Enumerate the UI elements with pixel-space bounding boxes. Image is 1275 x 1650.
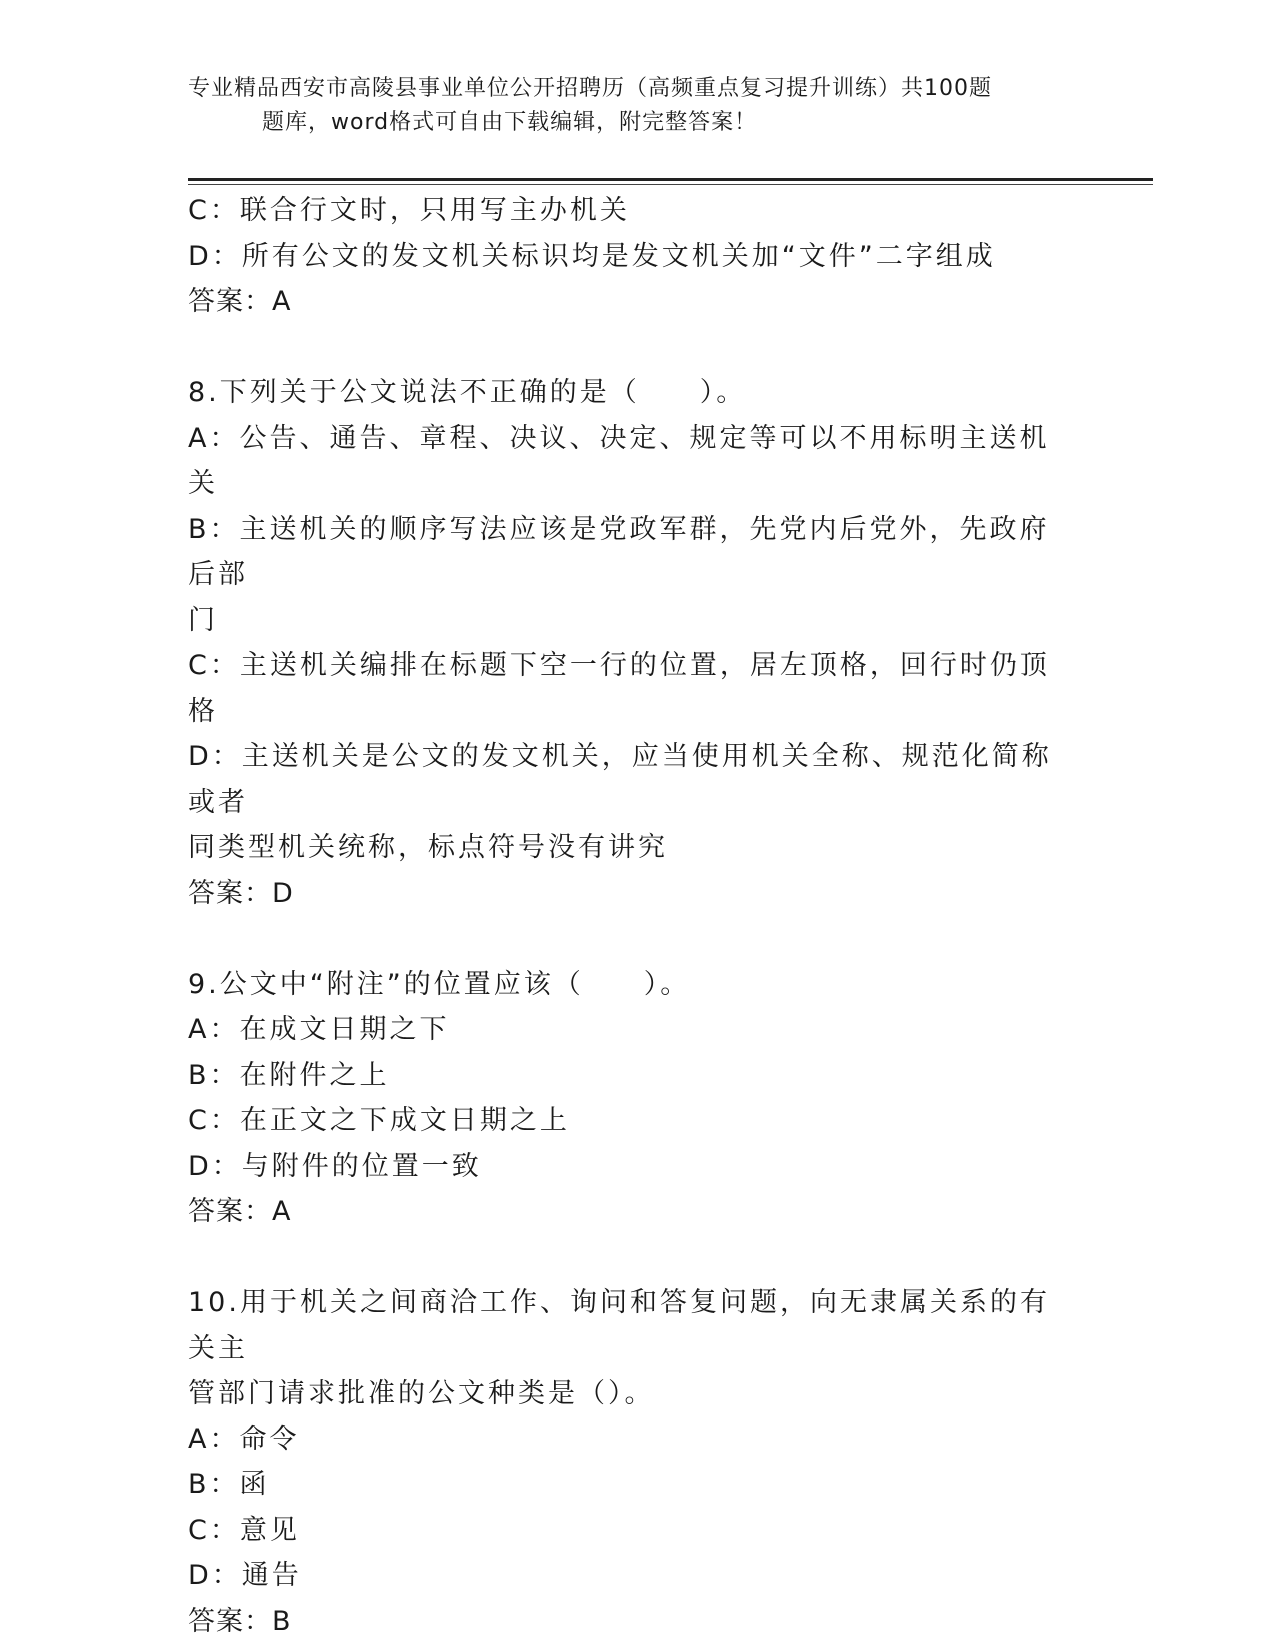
option-line: A：命令 [188,1423,300,1455]
option-line: 门 [188,604,218,636]
answer-line: 答案：D [188,877,294,909]
option-line: B：主送机关的顺序写法应该是党政军群，先党内后党外，先政府后部 [188,513,1050,590]
option-line: B：在附件之上 [188,1059,390,1091]
question-stem: 10.用于机关之间商洽工作、询问和答复问题，向无隶属关系的有关主 [188,1287,1050,1364]
option-line: D：与附件的位置一致 [188,1150,482,1182]
option-line: C：主送机关编排在标题下空一行的位置，居左顶格，回行时仍顶格 [188,650,1050,727]
option-line: D：所有公文的发文机关标识均是发文机关加“文件”二字组成 [188,240,996,272]
option-line: C：在正文之下成文日期之上 [188,1105,570,1136]
option-line: D：通告 [188,1560,302,1591]
option-line: C：意见 [188,1514,300,1546]
option-line: B：函 [188,1469,270,1500]
document-header [188,72,1068,140]
question-stem: 管部门请求批准的公文种类是（）。 [188,1378,655,1409]
option-line: A：公告、通告、章程、决议、决定、规定等可以不用标明主送机关 [188,422,1050,499]
option-line: 同类型机关统称，标点符号没有讲究 [188,832,668,863]
option-line: A：在成文日期之下 [188,1014,450,1045]
answer-line: 答案：A [188,1196,292,1227]
header-line-2: 题库，word格式可自由下载编辑，附完整答案！ [262,110,758,135]
question-stem: 9.公文中“附注”的位置应该（ ）。 [188,968,691,1000]
question-stem: 8.下列关于公文说法不正确的是（ ）。 [188,377,747,408]
document-body [188,188,1078,1644]
header-rule-thin [188,184,1153,185]
spacer [188,916,1078,962]
answer-line: 答案：A [188,286,292,317]
option-line: C：联合行文时，只用写主办机关 [188,195,630,226]
header-rule-thick [188,178,1153,181]
answer-line: 答案：B [188,1605,292,1637]
header-line-1: 专业精品西安市高陵县事业单位公开招聘历（高频重点复习提升训练）共100题 [188,76,992,101]
spacer [188,1235,1078,1281]
option-line: D：主送机关是公文的发文机关，应当使用机关全称、规范化简称或者 [188,741,1052,818]
spacer [188,325,1078,371]
